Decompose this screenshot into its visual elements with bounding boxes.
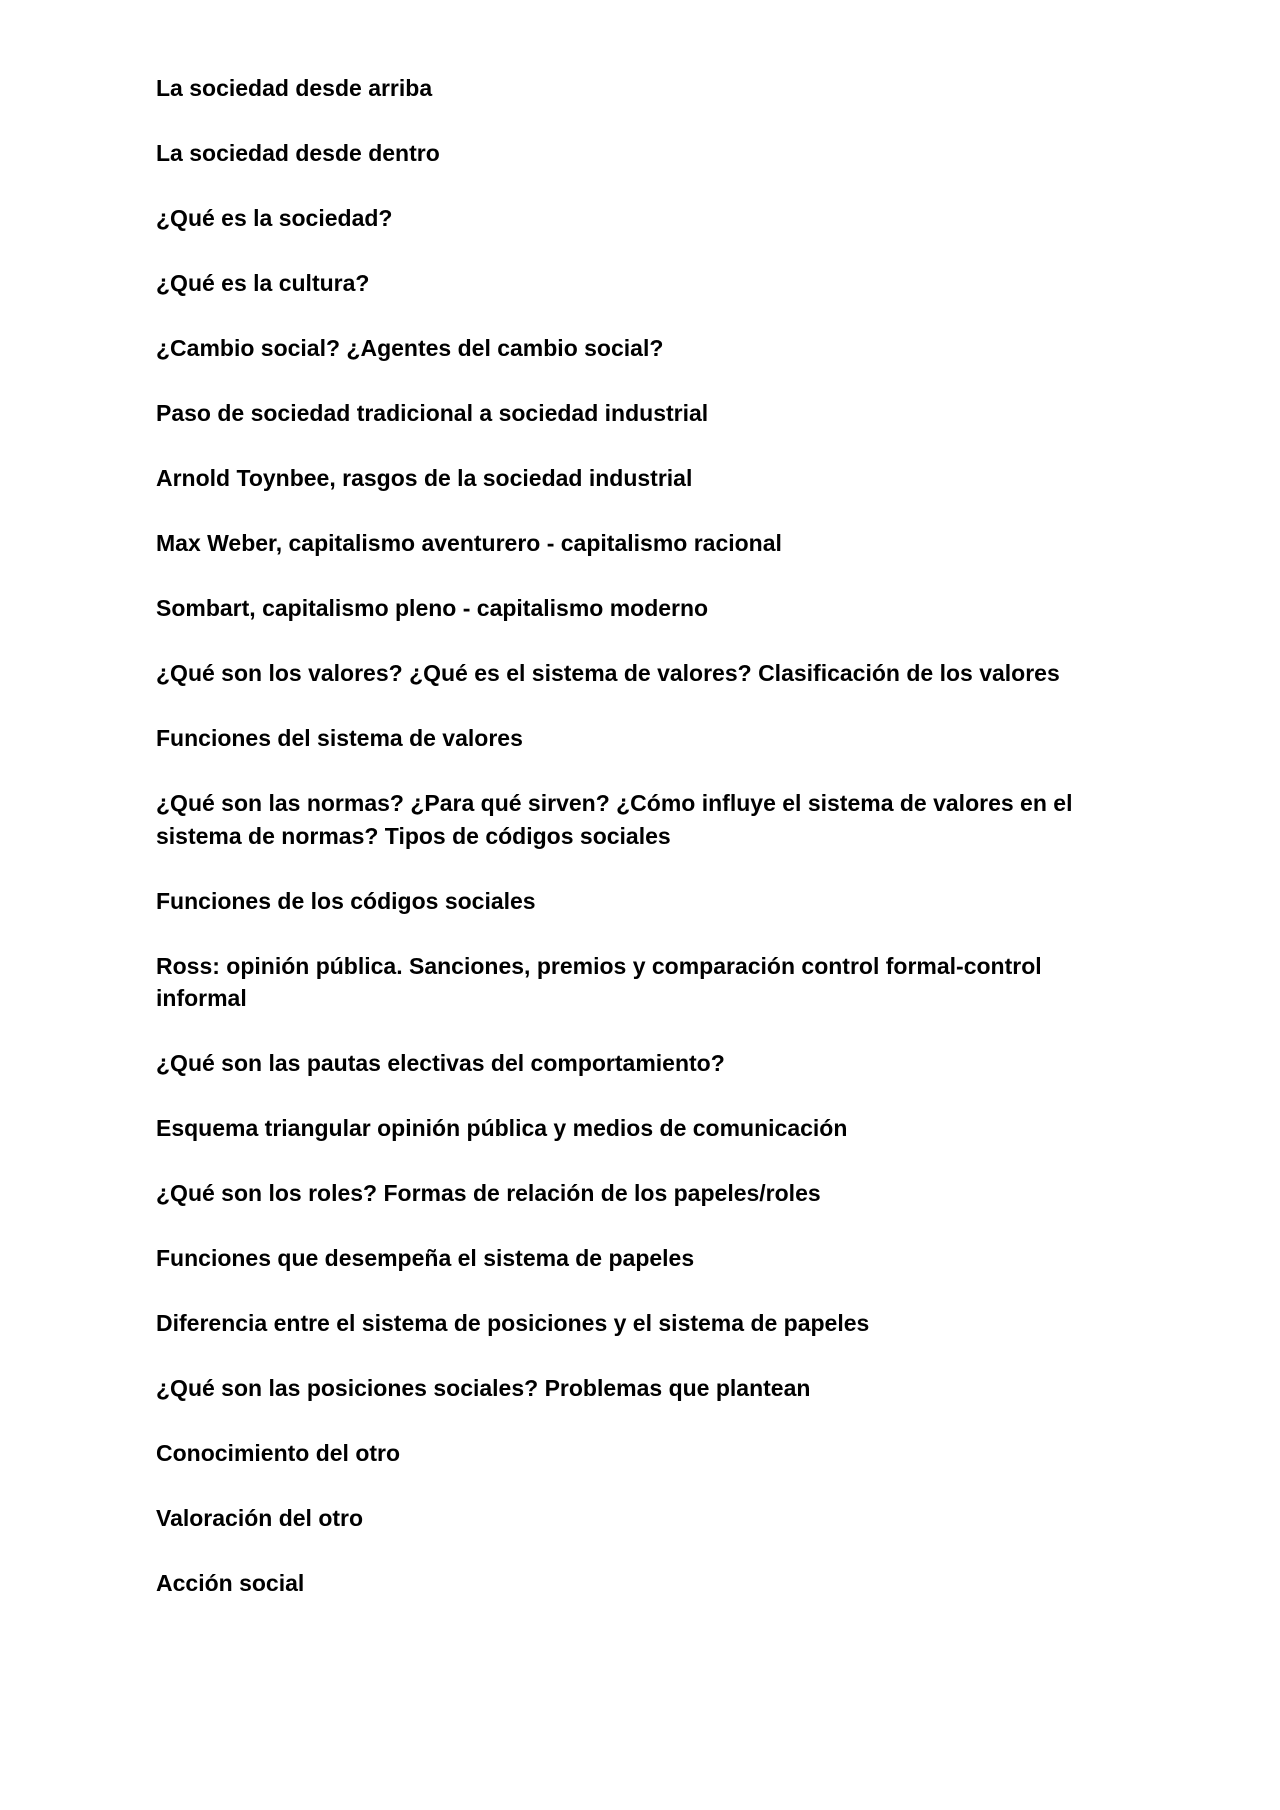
topic-item: ¿Qué son los roles? Formas de relación de los papeles/roles	[156, 1180, 821, 1206]
topic-item: ¿Qué es la cultura?	[156, 270, 370, 296]
topic-item: ¿Qué son los valores? ¿Qué es el sistema de valores? Clasificación de los valores	[156, 660, 1060, 686]
topic-list	[156, 72, 1116, 1632]
topic-item: La sociedad desde arriba	[156, 75, 433, 101]
topic-item: Arnold Toynbee, rasgos de la sociedad industrial	[156, 465, 693, 491]
topic-item: ¿Qué son las posiciones sociales? Problemas que plantean	[156, 1375, 811, 1401]
topic-item: ¿Qué son las pautas electivas del comportamiento?	[156, 1050, 725, 1076]
topic-item: Funciones del sistema de valores	[156, 725, 523, 751]
topic-item: Esquema triangular opinión pública y medios de comunicación	[156, 1115, 848, 1141]
topic-item: ¿Qué son las normas? ¿Para qué sirven? ¿Cómo influye el sistema de valores en el sistema de normas? Tipos de códigos sociales	[156, 790, 1073, 849]
topic-item: Sombart, capitalismo pleno - capitalismo moderno	[156, 595, 709, 621]
topic-item: Max Weber, capitalismo aventurero - capitalismo racional	[156, 530, 782, 556]
topic-item: Valoración del otro	[156, 1505, 364, 1531]
topic-item: ¿Qué es la sociedad?	[156, 205, 393, 231]
topic-item: Conocimiento del otro	[156, 1440, 401, 1466]
topic-item: Diferencia entre el sistema de posiciones y el sistema de papeles	[156, 1310, 870, 1336]
topic-item: Ross: opinión pública. Sanciones, premios y comparación control formal-control informal	[156, 952, 1042, 1011]
topic-item: Paso de sociedad tradicional a sociedad industrial	[156, 400, 709, 426]
topic-item: Funciones de los códigos sociales	[156, 887, 536, 914]
topic-item: La sociedad desde dentro	[156, 140, 440, 166]
topic-item: Funciones que desempeña el sistema de papeles	[156, 1245, 695, 1271]
topic-item: ¿Cambio social? ¿Agentes del cambio social?	[156, 335, 664, 361]
topic-item: Acción social	[156, 1570, 305, 1596]
